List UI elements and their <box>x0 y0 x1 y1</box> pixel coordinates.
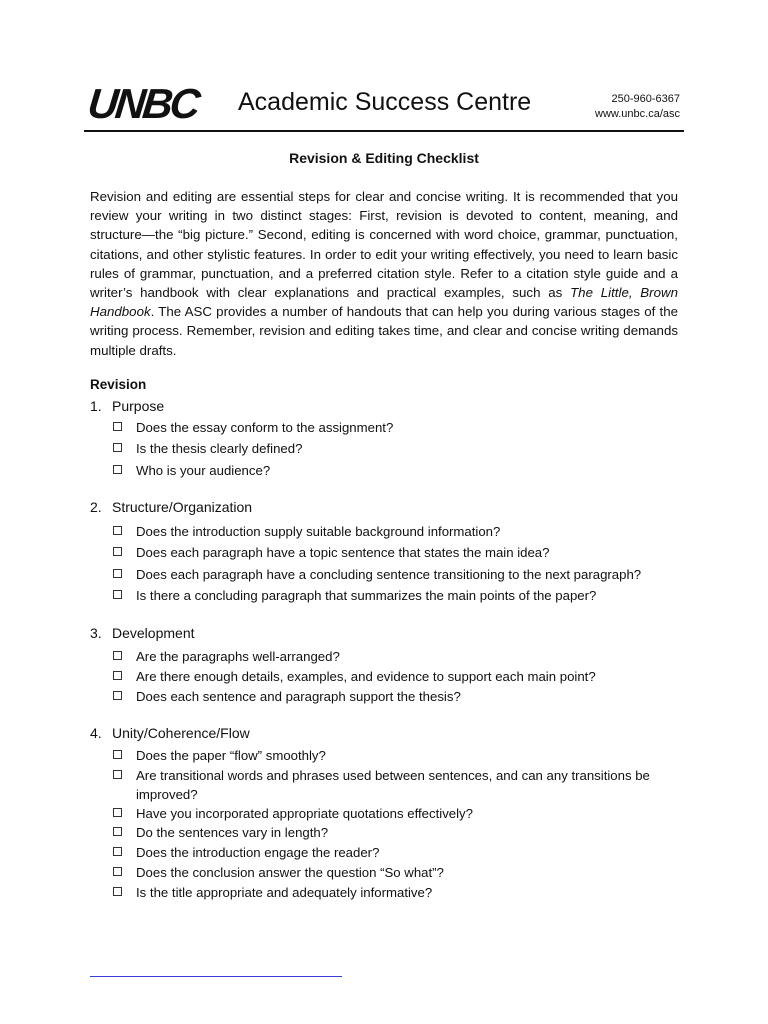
checkbox-icon[interactable] <box>113 867 122 876</box>
checklist-item[interactable] <box>113 439 678 458</box>
checkbox-icon[interactable] <box>113 465 122 474</box>
checkbox-icon[interactable] <box>113 691 122 700</box>
checklist-item[interactable] <box>113 543 678 562</box>
checkbox-icon[interactable] <box>113 770 122 779</box>
checklist-item[interactable] <box>113 687 678 706</box>
checkbox-icon[interactable] <box>113 443 122 452</box>
checklist-item-text: Have you incorporated appropriate quotations effectively? <box>136 806 473 821</box>
intro-book-title: The Little, Brown Handbook <box>90 285 678 320</box>
checklist-item-text: Does the conclusion answer the question “So what”? <box>136 865 444 880</box>
checkbox-icon[interactable] <box>113 526 122 535</box>
checklist-item-text: Does the introduction supply suitable background information? <box>136 524 501 539</box>
checklist-item-text: Who is your audience? <box>136 463 271 478</box>
checklist-item-text: Are the paragraphs well-arranged? <box>136 649 340 664</box>
checklist-item[interactable] <box>113 461 678 480</box>
checklist-item[interactable] <box>113 586 678 605</box>
group-title: Structure/Organization <box>112 499 253 515</box>
checklist-item-text: Does the essay conform to the assignment? <box>136 420 394 435</box>
intro-text-part2: . The ASC provides a number of handouts that can help you during various stages of the writing process. Remember, revision and editing takes time, and clear and concise writing demands multiple drafts. <box>90 304 678 358</box>
checklist-item-text: Are transitional words and phrases used between sentences, and can any transitions be improved? <box>136 768 650 802</box>
group-structure-title <box>90 499 252 515</box>
checkbox-icon[interactable] <box>113 651 122 660</box>
checklist-item[interactable] <box>113 418 678 437</box>
footnote-separator <box>90 976 342 977</box>
group-number: 1. <box>90 398 102 414</box>
checklist-item-text: Does each paragraph have a concluding sentence transitioning to the next paragraph? <box>136 567 642 582</box>
checklist-item[interactable] <box>113 843 678 862</box>
checkbox-icon[interactable] <box>113 750 122 759</box>
checkbox-icon[interactable] <box>113 887 122 896</box>
contact-info <box>595 92 680 122</box>
checkbox-icon[interactable] <box>113 827 122 836</box>
checklist-item-text: Is the thesis clearly defined? <box>136 441 303 456</box>
group-title: Development <box>112 625 195 641</box>
intro-paragraph <box>90 187 678 360</box>
checklist-item-text: Does each sentence and paragraph support the thesis? <box>136 689 461 704</box>
checklist-item[interactable] <box>113 823 678 842</box>
centre-title: Academic Success Centre <box>238 88 532 116</box>
revision-heading: Revision <box>90 377 147 392</box>
checklist-item-text: Are there enough details, examples, and evidence to support each main point? <box>136 669 596 684</box>
checklist-item-text: Does the paper “flow” smoothly? <box>136 748 326 763</box>
checkbox-icon[interactable] <box>113 847 122 856</box>
checklist-item[interactable] <box>113 565 678 584</box>
checklist-item[interactable] <box>113 804 678 823</box>
document-title: Revision & Editing Checklist <box>289 150 479 166</box>
checklist-item[interactable] <box>113 647 678 666</box>
checklist-item-text: Does the introduction engage the reader? <box>136 845 380 860</box>
intro-text-part1: Revision and editing are essential steps for clear and concise writing. It is recommended that you review your writing in two distinct stages: First, revision is devoted to content, meaning, and structure—the “big picture.” Second, editing is concerned with word choice, grammar, punctuation, citations, and other stylistic features. In order to edit your writing effectively, you need to learn basic rules of grammar, punctuation, and a preferred citation style. Refer to a citation style guide and a writer’s handbook with clear explanations and practical examples, such as <box>90 189 678 301</box>
checklist-item-text: Is there a concluding paragraph that summarizes the main points of the paper? <box>136 588 597 603</box>
group-number: 2. <box>90 499 102 515</box>
group-title: Unity/Coherence/Flow <box>112 725 250 741</box>
unbc-logo: UNBC <box>85 80 200 127</box>
checkbox-icon[interactable] <box>113 808 122 817</box>
group-title: Purpose <box>112 398 165 414</box>
checkbox-icon[interactable] <box>113 569 122 578</box>
checklist-item[interactable] <box>113 522 678 541</box>
checklist-item-text: Does each paragraph have a topic sentence that states the main idea? <box>136 545 550 560</box>
checkbox-icon[interactable] <box>113 422 122 431</box>
checklist-item-text: Do the sentences vary in length? <box>136 825 329 840</box>
checklist-item[interactable] <box>113 766 678 804</box>
group-development-title <box>90 625 195 641</box>
group-number: 3. <box>90 625 102 641</box>
phone-number: 250-960-6367 <box>611 93 680 105</box>
checklist-item-text: Is the title appropriate and adequately informative? <box>136 885 433 900</box>
page-header <box>84 80 684 132</box>
group-purpose-title <box>90 398 164 414</box>
checkbox-icon[interactable] <box>113 547 122 556</box>
website-url: www.unbc.ca/asc <box>595 108 680 120</box>
checklist-item[interactable] <box>113 883 678 902</box>
checkbox-icon[interactable] <box>113 671 122 680</box>
checklist-item[interactable] <box>113 746 678 765</box>
group-number: 4. <box>90 725 102 741</box>
checklist-item[interactable] <box>113 863 678 882</box>
checklist-item[interactable] <box>113 667 678 686</box>
checkbox-icon[interactable] <box>113 590 122 599</box>
group-unity-title <box>90 725 250 741</box>
